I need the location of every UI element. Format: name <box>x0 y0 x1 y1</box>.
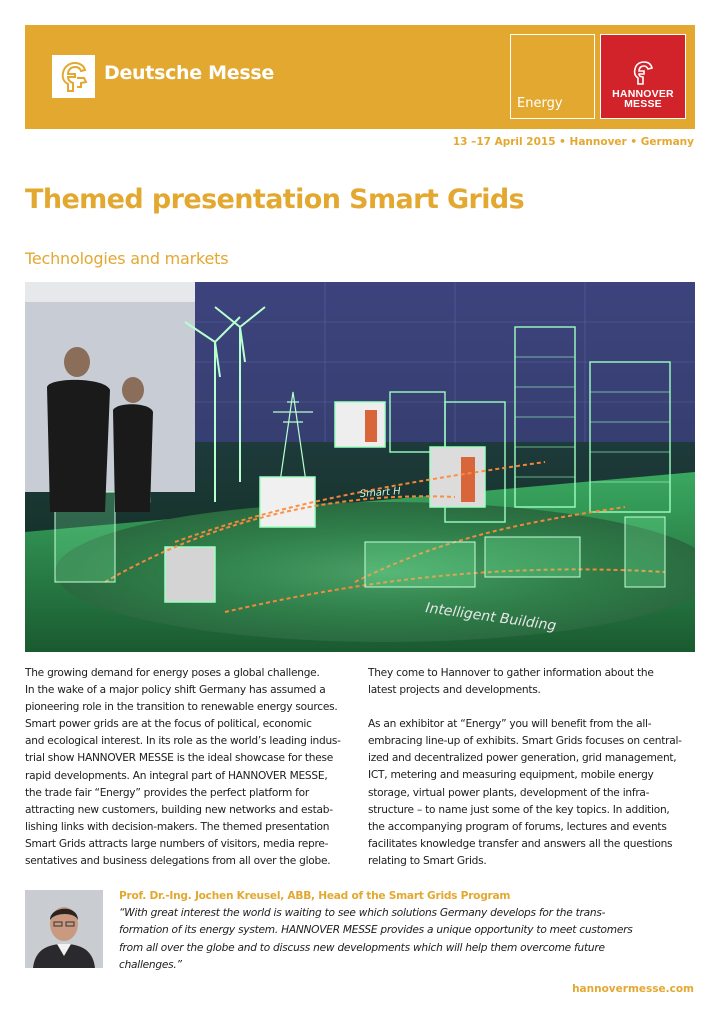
title-bold: Smart Grids <box>349 184 525 215</box>
page-subtitle: Technologies and markets <box>25 249 229 268</box>
author-portrait <box>25 890 103 968</box>
body-paragraph-left: The growing demand for energy poses a global challenge. In the wake of a major policy shift Germany has assumed a pioneering role in the transition to renewable energy sources. Smart power grids are at the focus of political, economic and ecological interest. In its role as the world’s leading indus- trial show HANNOVER MESSE is the ideal showcase for these rapid developments. An integral part of HANNOVER MESSE, the trade fair “Energy” provides the perfect platform for attracting new customers, building new networks and estab- lishing links with decision-makers. The themed presentation Smart Grids attracts large numbers of visitors, media repre- sentatives and business delegations from all over the globe. <box>25 667 341 868</box>
page-title <box>25 184 524 215</box>
header-band <box>25 25 695 129</box>
fair-logo-line1: HANNOVER <box>612 88 674 100</box>
event-date-location: 13 –17 April 2015 • Hannover • Germany <box>452 136 694 148</box>
smart-grid-exhibit-illustration <box>25 282 695 652</box>
hannover-messe-logo <box>600 34 686 119</box>
hero-image <box>25 282 695 652</box>
quote-author: Prof. Dr.-Ing. Jochen Kreusel, ABB, Head of the Smart Grids Program <box>119 890 511 902</box>
footer-url[interactable]: hannovermesse.com <box>572 983 694 995</box>
body-paragraph-right-1: They come to Hannover to gather information about the latest projects and developments. <box>368 667 654 697</box>
deutsche-messe-logo <box>52 55 95 98</box>
hannover-messe-head-logo-icon <box>633 61 653 85</box>
deutsche-messe-head-logo-icon <box>57 60 91 94</box>
hero-label-intelligent-building: Intelligent Building <box>424 600 558 635</box>
brand-name: Deutsche Messe <box>104 62 274 84</box>
hero-label-smart: Smart H <box>359 486 402 500</box>
energy-label: Energy <box>517 96 563 111</box>
title-regular: Themed presentation <box>25 184 341 215</box>
quote-block <box>119 888 679 974</box>
body-column-left <box>25 665 360 870</box>
body-column-right <box>368 665 698 870</box>
fair-logo-line2: MESSE <box>624 98 662 110</box>
energy-badge <box>510 34 595 119</box>
quote-text: “With great interest the world is waiting to see which solutions Germany develops for the trans- formation of its energy system. HANNOVER MESSE provides a unique opportunity to meet customers from all over the globe and to discuss new developments which will help them overcome future challenges.” <box>119 907 633 971</box>
body-paragraph-right-2: As an exhibitor at “Energy” you will benefit from the all- embracing line-up of exhibits. Smart Grids focuses on central- ized and decentralized power generation, grid management, ICT, metering and measuring equipment, mobile energy storage, virtual power plants, development of the infra- structure – to name just some of the key topics. In addition, the accompanying program of forums, lectures and events facilitates knowledge transfer and answers all the questions relating to Smart Grids. <box>368 718 682 867</box>
